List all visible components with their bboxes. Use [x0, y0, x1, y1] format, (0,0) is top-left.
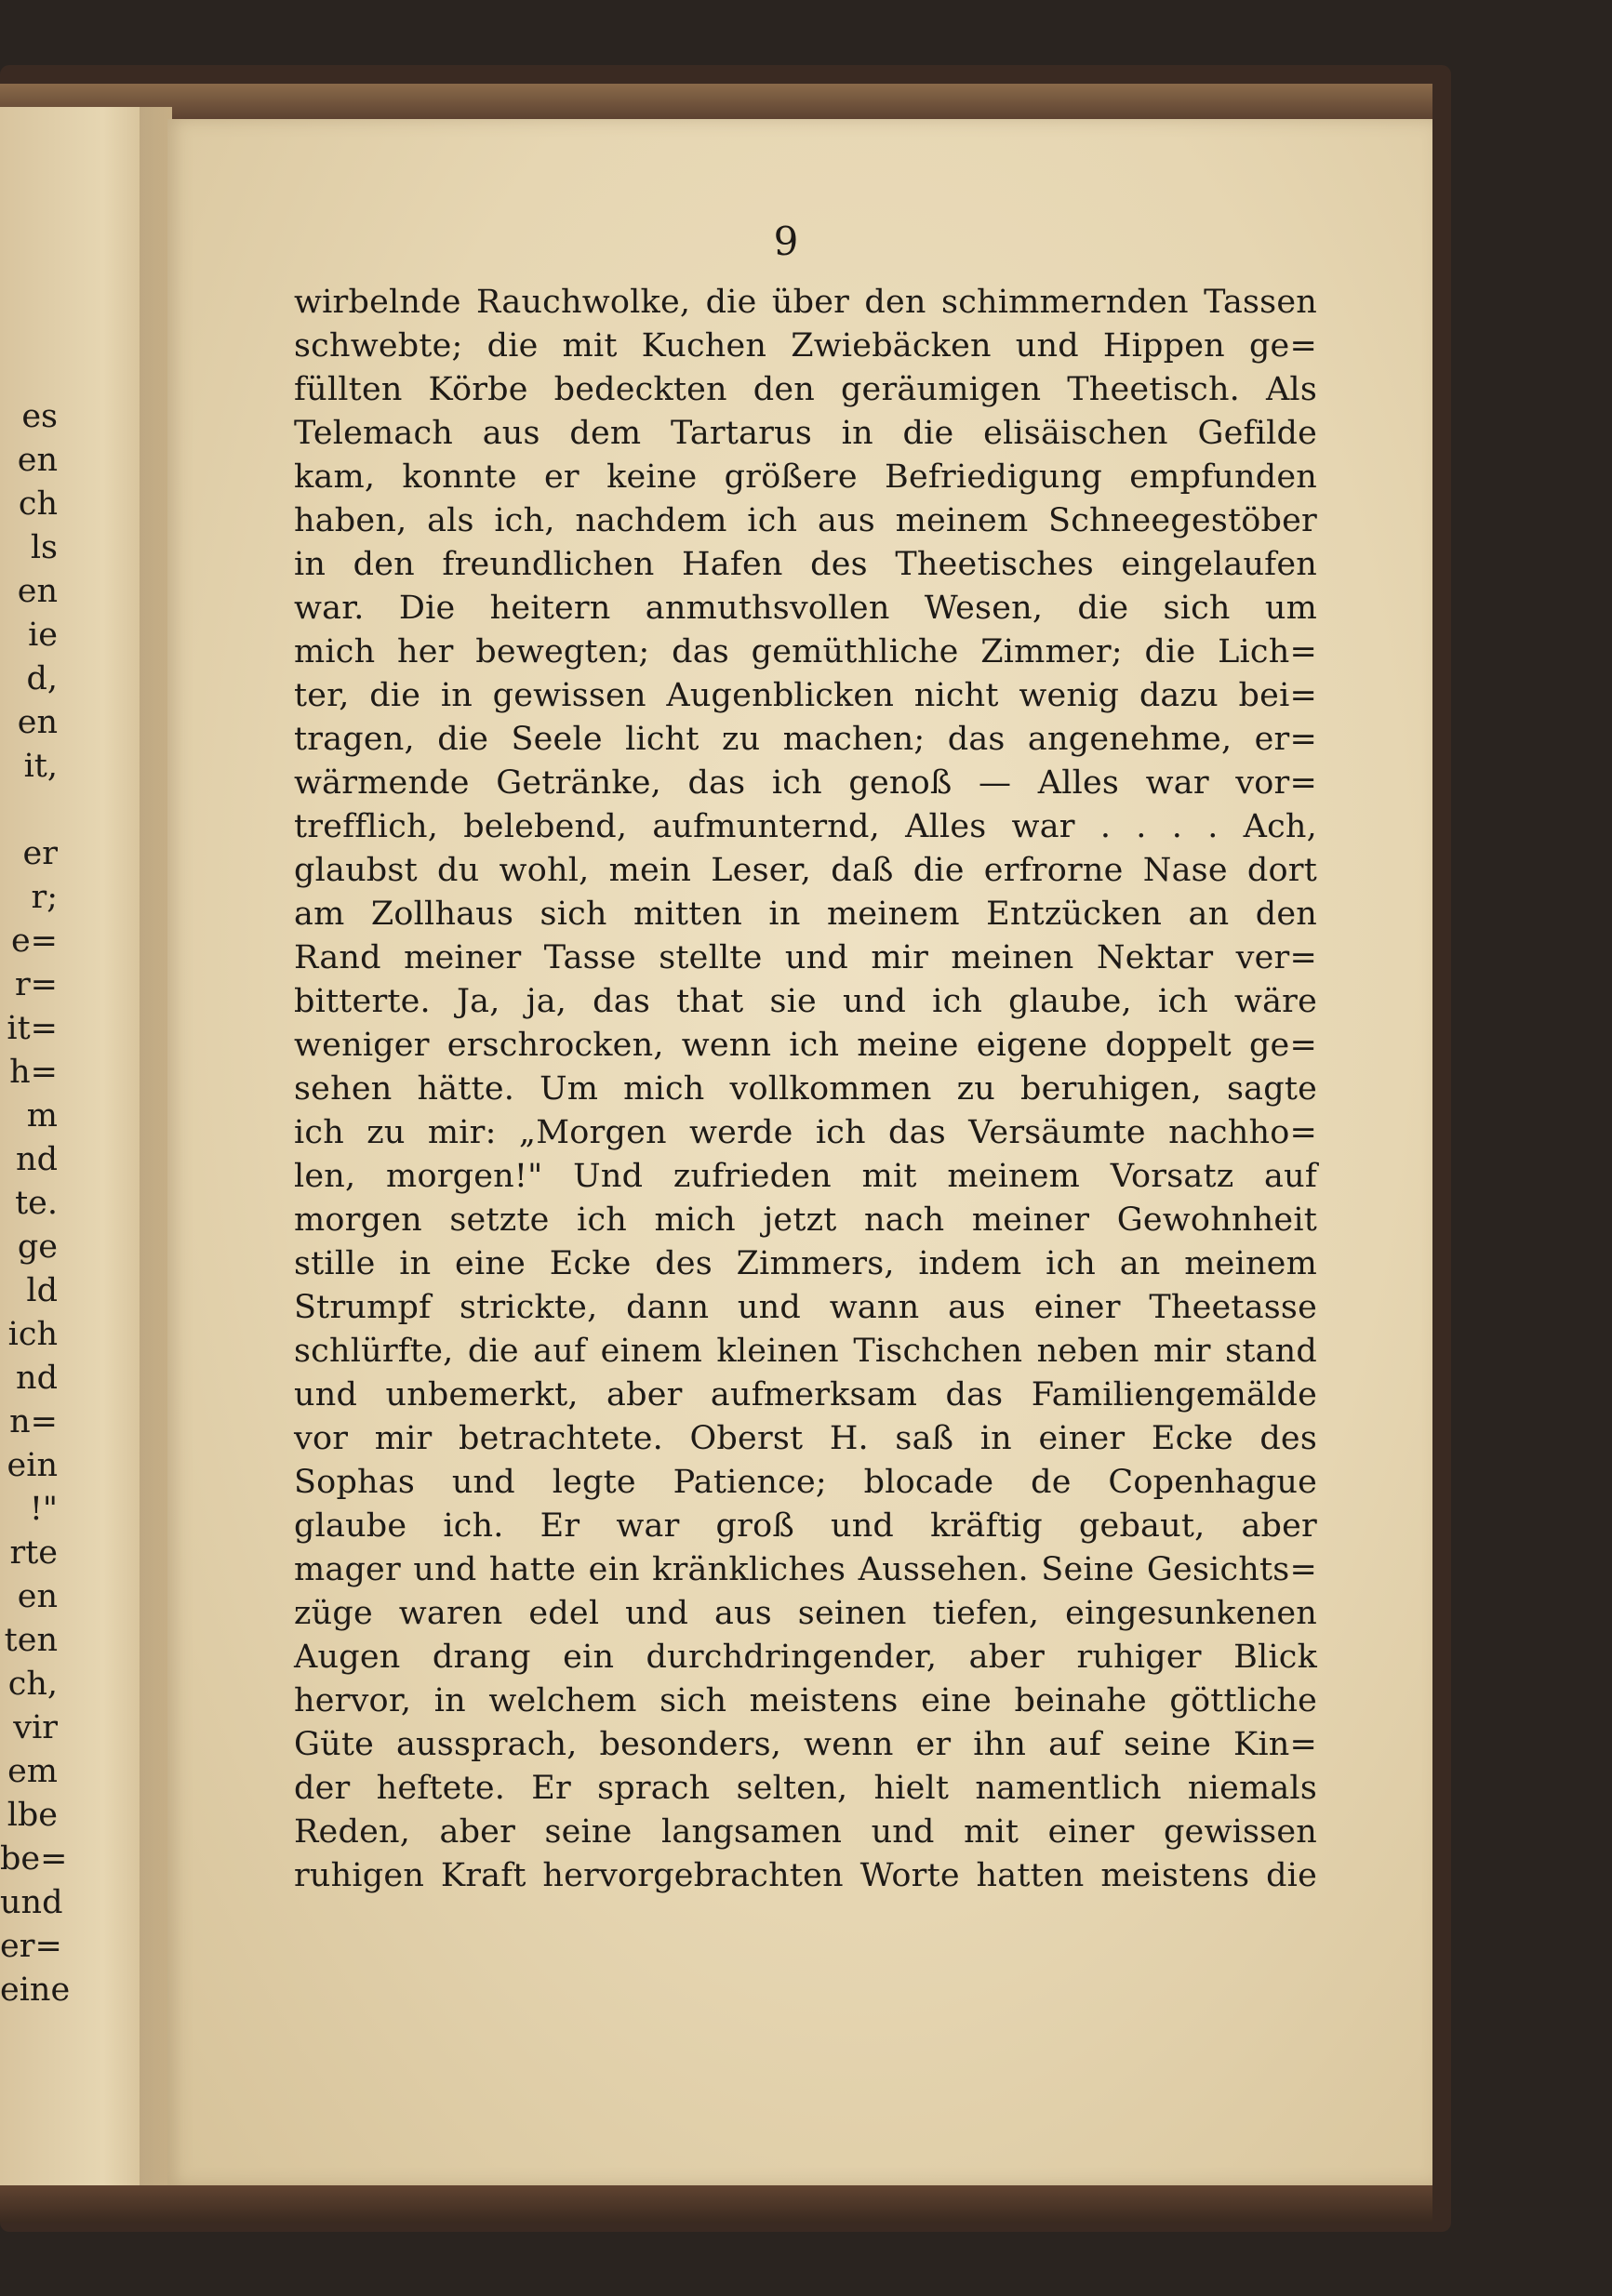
left-page-fragment: ten — [4, 1622, 58, 1659]
text-line: schwebte; die mit Kuchen Zwiebäcken und Hippen ge= — [294, 327, 1317, 365]
left-page-fragment: ie — [28, 617, 58, 654]
left-page-fragment: ld — [26, 1272, 58, 1309]
left-page-fragment: en — [17, 1578, 58, 1615]
text-line: und unbemerkt, aber aufmerksam das Familiengemälde — [294, 1376, 1317, 1413]
text-line: am Zollhaus sich mitten in meinem Entzücken an den — [294, 896, 1317, 933]
text-line: ruhigen Kraft hervorgebrachten Worte hatten meistens die — [294, 1857, 1317, 1894]
left-page-fragment: nd — [16, 1141, 58, 1178]
text-line: Rand meiner Tasse stellte und mir meinen Nektar ver= — [294, 939, 1317, 976]
page-number: 9 — [773, 219, 799, 264]
text-line: füllten Körbe bedeckten den geräumigen Theetisch. Als — [294, 371, 1317, 408]
left-page-fragment: it= — [7, 1010, 58, 1047]
text-line: kam, konnte er keine größere Befriedigung empfunden — [294, 458, 1317, 496]
left-page-text-fragments — [0, 395, 71, 2012]
left-page-fragment: ls — [30, 529, 58, 566]
text-line: Augen drang ein durchdringender, aber ruhiger Blick — [294, 1639, 1317, 1676]
text-line: war. Die heitern anmuthsvollen Wesen, die sich um — [294, 590, 1317, 627]
text-line: Telemach aus dem Tartarus in die elisäischen Gefilde — [294, 415, 1317, 452]
text-line: glaube ich. Er war groß und kräftig gebaut, aber — [294, 1507, 1317, 1545]
text-line: wärmende Getränke, das ich genoß — Alles war vor= — [294, 764, 1317, 802]
text-line: Reden, aber seine langsamen und mit einer gewissen — [294, 1813, 1317, 1851]
left-page-fragment: e= — [10, 922, 58, 960]
left-page-fragment: r; — [31, 879, 58, 916]
book-top-edge — [0, 84, 1432, 121]
text-line: vor mir betrachtete. Oberst H. saß in einer Ecke des — [294, 1420, 1317, 1457]
left-page-fragment: es — [21, 398, 58, 435]
left-page-fragment: be= — [0, 1840, 68, 1878]
left-page-fragment: ich — [7, 1316, 58, 1353]
text-line: der heftete. Er sprach selten, hielt namentlich niemals — [294, 1770, 1317, 1807]
text-line: haben, als ich, nachdem ich aus meinem Schneegestöber — [294, 502, 1317, 539]
left-page-fragment: lbe — [7, 1797, 58, 1834]
left-page-fragment: em — [7, 1753, 58, 1790]
text-line: weniger erschrocken, wenn ich meine eigene doppelt ge= — [294, 1027, 1317, 1064]
left-page-fragment: eine — [0, 1971, 71, 2009]
text-line: ich zu mir: „Morgen werde ich das Versäumte nachho= — [294, 1114, 1317, 1151]
text-line: wirbelnde Rauchwolke, die über den schimmernden Tassen — [294, 284, 1317, 321]
left-page-fragment: en — [17, 704, 58, 741]
left-page-fragment — [0, 789, 58, 832]
left-page-fragment: it, — [23, 748, 58, 785]
text-line: schlürfte, die auf einem kleinen Tischchen neben mir stand — [294, 1333, 1317, 1370]
left-page-fragment: nd — [16, 1360, 58, 1397]
text-line: in den freundlichen Hafen des Theetisches eingelaufen — [294, 546, 1317, 583]
text-line: mich her bewegten; das gemüthliche Zimmer; die Lich= — [294, 633, 1317, 670]
left-page-fragment: !" — [29, 1491, 58, 1528]
text-line: hervor, in welchem sich meistens eine beinahe göttliche — [294, 1682, 1317, 1719]
left-page-fragment: rte — [9, 1534, 58, 1572]
left-page-fragment: und — [0, 1884, 63, 1921]
left-page-fragment: d, — [26, 660, 58, 697]
left-page-fragment: r= — [14, 966, 58, 1003]
text-line: Strumpf strickte, dann und wann aus einer Theetasse — [294, 1289, 1317, 1326]
text-line: züge waren edel und aus seinen tiefen, eingesunkenen — [294, 1595, 1317, 1632]
text-line: morgen setzte ich mich jetzt nach meiner Gewohnheit — [294, 1201, 1317, 1239]
left-page-fragment: ein — [7, 1447, 58, 1484]
text-line: glaubst du wohl, mein Leser, daß die erfrorne Nase dort — [294, 852, 1317, 889]
text-line: trefflich, belebend, aufmunternd, Alles war . . . . Ach, — [294, 808, 1317, 845]
left-page-fragment: ch — [18, 485, 58, 523]
left-page-fragment: ch, — [7, 1666, 58, 1703]
text-line: len, morgen!" Und zufrieden mit meinem Vorsatz auf — [294, 1158, 1317, 1195]
text-line: tragen, die Seele licht zu machen; das angenehme, er= — [294, 721, 1317, 758]
left-page-fragment: m — [26, 1097, 58, 1135]
left-page-fragment: er — [22, 835, 58, 872]
left-page-fragment: er= — [0, 1928, 62, 1965]
text-line: stille in eine Ecke des Zimmers, indem ich an meinem — [294, 1245, 1317, 1282]
left-page-fragment: en — [17, 573, 58, 610]
text-line: bitterte. Ja, ja, das that sie und ich glaube, ich wäre — [294, 983, 1317, 1020]
left-page-fragment: vir — [13, 1709, 58, 1746]
page-body-text — [294, 281, 1317, 1898]
text-line: sehen hätte. Um mich vollkommen zu beruhigen, sagte — [294, 1070, 1317, 1108]
text-line: ter, die in gewissen Augenblicken nicht wenig dazu bei= — [294, 677, 1317, 714]
left-page-fragment: h= — [9, 1054, 58, 1091]
left-page-fragment: en — [17, 442, 58, 479]
left-page-fragment: te. — [15, 1185, 58, 1222]
text-line: mager und hatte ein kränkliches Aussehen. Seine Gesichts= — [294, 1551, 1317, 1588]
left-page-fragment: ge — [17, 1228, 58, 1266]
text-line: Sophas und legte Patience; blocade de Copenhague — [294, 1464, 1317, 1501]
text-line: Güte aussprach, besonders, wenn er ihn auf seine Kin= — [294, 1726, 1317, 1763]
left-page-fragment: n= — [9, 1403, 58, 1440]
